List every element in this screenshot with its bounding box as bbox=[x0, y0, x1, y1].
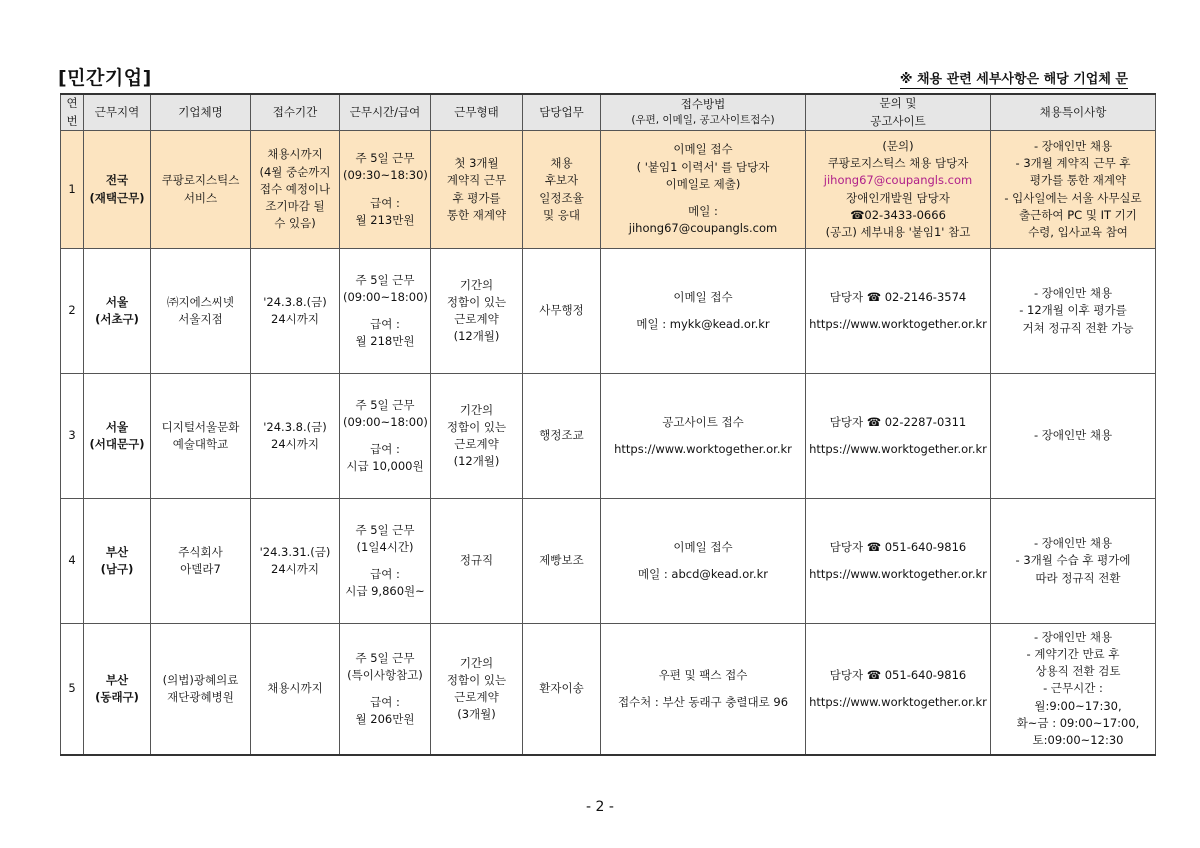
cell-region bbox=[84, 249, 151, 374]
company-line: 주식회사 bbox=[178, 544, 223, 559]
region-line: (서대문구) bbox=[89, 437, 145, 451]
period-line: 접수 예정이나 bbox=[259, 181, 331, 196]
type-line: 근로계약 bbox=[454, 437, 499, 451]
type-line: 첫 3개월 bbox=[454, 156, 499, 170]
contact-line: jihong67@coupangls.com bbox=[823, 173, 973, 188]
hours-line: 급여 : bbox=[370, 317, 400, 331]
hours-line: 급여 : bbox=[370, 442, 400, 456]
cell-no: 3 bbox=[61, 374, 84, 499]
special-line: 월:9:00~17:30, bbox=[1034, 698, 1122, 713]
col-header-contact bbox=[806, 94, 991, 131]
region-line: (재택근무) bbox=[89, 190, 145, 205]
col-header-duty: 담당업무 bbox=[523, 94, 601, 131]
region-line: 부산 bbox=[105, 544, 129, 559]
region-line: (동래구) bbox=[95, 690, 139, 704]
cell-no: 2 bbox=[61, 249, 84, 374]
period-line: 채용시까지 bbox=[267, 147, 323, 162]
company-line: 디지털서울문화 bbox=[161, 419, 240, 434]
hours-line: (1일4시간) bbox=[356, 539, 414, 554]
company-line: 서울지점 bbox=[178, 312, 223, 326]
cell-no: 4 bbox=[61, 499, 84, 624]
col-header-company: 기업체명 bbox=[151, 94, 251, 131]
special-line: 상용직 전환 검토 bbox=[1035, 664, 1121, 679]
contact-line: 담당자 ☎ 02-2287-0311 bbox=[829, 414, 967, 429]
special-line: - 장애인만 채용 bbox=[1033, 428, 1113, 443]
hours-line: (09:00~18:00) bbox=[343, 289, 428, 304]
period-line: 24시까지 bbox=[271, 437, 319, 451]
col-header-hours: 근무시간/급여 bbox=[340, 94, 431, 131]
type-line: 기간의 bbox=[459, 277, 494, 292]
company-line: 서비스 bbox=[183, 190, 218, 205]
contact-line: ☎02-3433-0666 bbox=[850, 207, 946, 222]
type-line: 정규직 bbox=[459, 553, 494, 568]
cell-company bbox=[151, 131, 251, 249]
col-header-special: 채용특이사항 bbox=[991, 94, 1156, 131]
region-line: 부산 bbox=[105, 672, 129, 687]
hours-line: (09:00~18:00) bbox=[343, 414, 428, 429]
company-line: 예술대학교 bbox=[172, 437, 229, 451]
special-line: - 근무시간 : bbox=[1043, 681, 1103, 696]
type-line: 정함이 있는 bbox=[446, 294, 507, 309]
cell-contact bbox=[806, 131, 991, 249]
region-line: 서울 bbox=[105, 419, 129, 434]
cell-period bbox=[251, 624, 340, 756]
special-line: - 3개월 수습 후 평가에 bbox=[1015, 553, 1131, 568]
special-line: 평가를 통한 재계약 bbox=[1029, 173, 1127, 188]
table-row bbox=[61, 131, 1156, 249]
cell-region bbox=[84, 624, 151, 756]
period-line: '24.3.31.(금) bbox=[259, 544, 331, 559]
cell-special bbox=[991, 131, 1156, 249]
table-row bbox=[61, 499, 1156, 624]
cell-period bbox=[251, 249, 340, 374]
type-line: 계약직 근무 bbox=[446, 173, 507, 188]
contact-line: 담당자 ☎ 051-640-9816 bbox=[829, 539, 967, 554]
special-line: - 장애인만 채용 bbox=[1033, 138, 1113, 153]
cell-no: 5 bbox=[61, 624, 84, 756]
hours-line: (09:30~18:30) bbox=[343, 168, 428, 183]
cell-special bbox=[991, 374, 1156, 499]
cell-duty bbox=[523, 131, 601, 249]
region-line: (남구) bbox=[100, 562, 134, 576]
special-line: - 계약기간 만료 후 bbox=[1026, 646, 1120, 661]
company-line: 쿠팡로지스틱스 bbox=[161, 173, 240, 188]
company-line: 아델라7 bbox=[180, 562, 221, 576]
table-row bbox=[61, 624, 1156, 756]
cell-duty bbox=[523, 374, 601, 499]
special-line: 수령, 입사교육 참여 bbox=[1028, 225, 1128, 239]
cell-period bbox=[251, 374, 340, 499]
cell-method bbox=[601, 374, 806, 499]
period-line: 수 있음) bbox=[274, 216, 316, 231]
cell-contact bbox=[806, 374, 991, 499]
cell-special bbox=[991, 624, 1156, 756]
method-line: 이메일 접수 bbox=[673, 539, 733, 554]
duty-line: 후보자 bbox=[544, 173, 579, 188]
special-line: - 3개월 계약직 근무 후 bbox=[1015, 156, 1131, 170]
col-header-contact-title: 문의 및 bbox=[879, 96, 917, 111]
type-line: 기간의 bbox=[459, 655, 494, 670]
special-line: - 입사일에는 서울 사무실로 bbox=[1004, 190, 1142, 205]
period-line: (4월 중순까지 bbox=[259, 164, 331, 179]
cell-duty bbox=[523, 499, 601, 624]
special-line: - 장애인만 채용 bbox=[1033, 629, 1113, 644]
type-line: 근로계약 bbox=[454, 690, 499, 704]
cell-hours bbox=[340, 131, 431, 249]
special-line: 화~금 : 09:00~17:00, bbox=[1016, 715, 1140, 730]
type-line: (12개월) bbox=[453, 454, 500, 469]
method-line: 공고사이트 접수 bbox=[662, 414, 744, 429]
page-title: [민간기업] bbox=[58, 67, 152, 89]
cell-special bbox=[991, 249, 1156, 374]
cell-region bbox=[84, 499, 151, 624]
special-line: - 장애인만 채용 bbox=[1033, 536, 1113, 551]
method-line: 접수처 : 부산 동래구 충렬대로 96 bbox=[617, 695, 789, 709]
hours-line: 급여 : bbox=[370, 195, 400, 210]
company-line: 재단광혜병원 bbox=[167, 690, 234, 704]
cell-hours bbox=[340, 374, 431, 499]
duty-line: 사무행정 bbox=[539, 303, 584, 318]
type-line: 근로계약 bbox=[454, 312, 499, 326]
period-line: 24시까지 bbox=[271, 562, 319, 576]
cell-hours bbox=[340, 249, 431, 374]
cell-type bbox=[431, 374, 523, 499]
col-header-region: 근무지역 bbox=[84, 94, 151, 131]
cell-period bbox=[251, 131, 340, 249]
region-line: 전국 bbox=[105, 173, 129, 188]
cell-duty bbox=[523, 249, 601, 374]
type-line: (12개월) bbox=[453, 329, 500, 344]
cell-hours bbox=[340, 624, 431, 756]
hours-line: 월 218만원 bbox=[355, 334, 415, 349]
period-line: 24시까지 bbox=[271, 312, 319, 326]
method-line: 이메일 접수 bbox=[673, 142, 733, 157]
cell-duty bbox=[523, 624, 601, 756]
cell-type bbox=[431, 249, 523, 374]
method-line: 메일 : abcd@kead.or.kr bbox=[638, 567, 768, 581]
type-line: 후 평가를 bbox=[452, 190, 501, 205]
cell-method bbox=[601, 624, 806, 756]
special-line: 거쳐 정규직 전환 가능 bbox=[1022, 320, 1134, 335]
contact-line: 장애인개발원 담당자 bbox=[846, 190, 950, 205]
period-line: 채용시까지 bbox=[267, 681, 323, 696]
header-note: ※ 채용 관련 세부사항은 해당 기업체 문 bbox=[900, 68, 1128, 89]
contact-line: 쿠팡로지스틱스 채용 담당자 bbox=[827, 156, 969, 170]
duty-line: 행정조교 bbox=[539, 428, 584, 443]
hours-line: 급여 : bbox=[370, 567, 400, 581]
cell-type bbox=[431, 131, 523, 249]
method-line: 이메일 접수 bbox=[673, 289, 733, 304]
hours-line: 주 5일 근무 bbox=[355, 397, 415, 412]
type-line: 기간의 bbox=[459, 402, 494, 417]
col-header-contact-sub: 공고사이트 bbox=[870, 113, 926, 128]
hours-line: 월 206만원 bbox=[355, 712, 415, 727]
col-header-type: 근무형태 bbox=[431, 94, 523, 131]
company-line: (의법)광혜의료 bbox=[162, 672, 239, 687]
duty-line: 채용 bbox=[550, 156, 573, 170]
hours-line: 시급 9,860원~ bbox=[345, 584, 425, 599]
method-line: 우편 및 팩스 접수 bbox=[658, 667, 748, 682]
cell-contact bbox=[806, 249, 991, 374]
cell-hours bbox=[340, 499, 431, 624]
special-line: 출근하여 PC 및 IT 기기 bbox=[1019, 207, 1137, 222]
cell-company bbox=[151, 374, 251, 499]
special-line: - 12개월 이후 평가를 bbox=[1019, 303, 1127, 318]
contact-line: 담당자 ☎ 02-2146-3574 bbox=[829, 289, 967, 304]
contact-line: https://www.worktogether.or.kr bbox=[809, 317, 987, 331]
method-line: 메일 : bbox=[688, 204, 718, 219]
contact-line: 담당자 ☎ 051-640-9816 bbox=[829, 667, 967, 682]
cell-no: 1 bbox=[61, 131, 84, 249]
special-line: 따라 정규직 전환 bbox=[1035, 570, 1121, 585]
duty-line: 제빵보조 bbox=[539, 553, 584, 568]
cell-contact bbox=[806, 499, 991, 624]
hours-line: 주 5일 근무 bbox=[355, 522, 415, 537]
contact-line: https://www.worktogether.or.kr bbox=[809, 567, 987, 581]
contact-line: https://www.worktogether.or.kr bbox=[809, 695, 987, 709]
special-line: - 장애인만 채용 bbox=[1033, 286, 1113, 301]
page-number: - 2 - bbox=[586, 799, 614, 815]
type-line: (3개월) bbox=[457, 707, 496, 722]
cell-region bbox=[84, 374, 151, 499]
hours-line: 시급 10,000원 bbox=[346, 459, 424, 474]
contact-line: (공고) 세부내용 '붙임1' 참고 bbox=[825, 225, 971, 239]
company-line: ㈜지에스씨넷 bbox=[166, 294, 235, 309]
method-line: 이메일로 제출) bbox=[665, 176, 741, 191]
contact-line: (문의) bbox=[882, 138, 914, 153]
hours-line: 주 5일 근무 bbox=[355, 650, 415, 665]
cell-company bbox=[151, 499, 251, 624]
type-line: 정함이 있는 bbox=[446, 419, 507, 434]
method-line: 메일 : mykk@kead.or.kr bbox=[636, 317, 770, 331]
col-header-period: 접수기간 bbox=[251, 94, 340, 131]
col-header-no: 연번 bbox=[61, 94, 84, 131]
duty-line: 환자이송 bbox=[539, 681, 584, 696]
method-line: jihong67@coupangls.com bbox=[628, 221, 778, 236]
cell-contact bbox=[806, 624, 991, 756]
hours-line: 주 5일 근무 bbox=[355, 151, 415, 165]
table-row bbox=[61, 374, 1156, 499]
hours-line: 월 213만원 bbox=[355, 212, 415, 227]
cell-company bbox=[151, 249, 251, 374]
duty-line: 및 응대 bbox=[543, 207, 580, 222]
col-header-method-title: 접수방법 bbox=[680, 97, 726, 111]
region-line: (서초구) bbox=[95, 312, 139, 326]
duty-line: 일정조율 bbox=[539, 190, 584, 205]
method-line: https://www.worktogether.or.kr bbox=[614, 442, 792, 456]
cell-method bbox=[601, 249, 806, 374]
hours-line: 주 5일 근무 bbox=[355, 272, 415, 287]
type-line: 통한 재계약 bbox=[446, 207, 507, 222]
jobs-table bbox=[60, 93, 1156, 756]
col-header-method-sub: (우편, 이메일, 공고사이트접수) bbox=[631, 114, 775, 127]
hours-line: 급여 : bbox=[370, 695, 400, 709]
hours-line: (특이사항참고) bbox=[347, 667, 423, 682]
cell-region bbox=[84, 131, 151, 249]
contact-line: https://www.worktogether.or.kr bbox=[809, 442, 987, 456]
cell-company bbox=[151, 624, 251, 756]
method-line: ( '붙임1 이력서' 를 담당자 bbox=[636, 159, 770, 174]
period-line: '24.3.8.(금) bbox=[263, 419, 327, 434]
cell-type bbox=[431, 499, 523, 624]
type-line: 정함이 있는 bbox=[446, 672, 507, 687]
table-row bbox=[61, 249, 1156, 374]
table-header-row bbox=[61, 94, 1156, 131]
region-line: 서울 bbox=[105, 294, 129, 309]
cell-period bbox=[251, 499, 340, 624]
cell-method bbox=[601, 131, 806, 249]
period-line: 조기마감 될 bbox=[265, 199, 325, 214]
special-line: 토:09:00~12:30 bbox=[1032, 733, 1124, 748]
cell-type bbox=[431, 624, 523, 756]
cell-special bbox=[991, 499, 1156, 624]
col-header-method bbox=[601, 94, 806, 131]
period-line: '24.3.8.(금) bbox=[263, 294, 327, 309]
cell-method bbox=[601, 499, 806, 624]
